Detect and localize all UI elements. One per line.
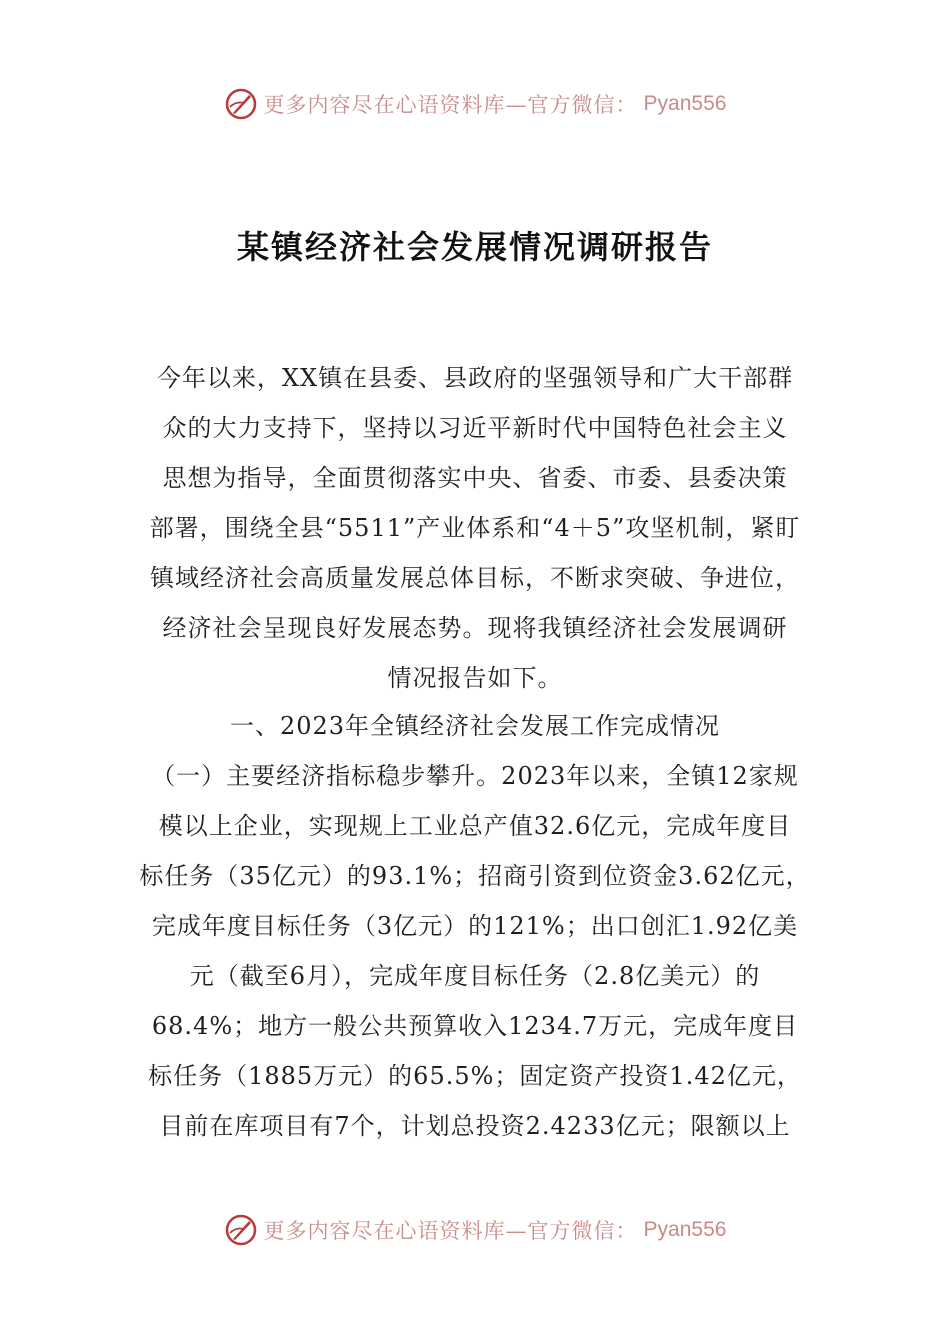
body-line: 完成年度目标任务（3亿元）的121%；出口创汇1.92亿美 bbox=[151, 912, 799, 940]
quill-logo-icon bbox=[224, 87, 258, 121]
body-line: 元（截至6月），完成年度目标任务（2.8亿美元）的 bbox=[189, 962, 761, 990]
body-line: 情况报告如下。 bbox=[387, 664, 563, 692]
watermark-text: 更多内容尽在心语资料库—官方微信： bbox=[263, 1219, 638, 1243]
watermark-wechat-id: Pyan556 bbox=[643, 92, 727, 115]
body-line: 部署，围绕全县“5511”产业体系和“4＋5”攻坚机制，紧盯 bbox=[149, 514, 801, 542]
footer-watermark bbox=[0, 1210, 950, 1250]
document-title: 某镇经济社会发展情况调研报告 bbox=[236, 228, 713, 266]
section-heading: 一、2023年全镇经济社会发展工作完成情况 bbox=[229, 712, 721, 740]
quill-logo-icon bbox=[224, 1213, 258, 1247]
body-line: 模以上企业，实现规上工业总产值32.6亿元，完成年度目 bbox=[158, 812, 792, 840]
body-line: 标任务（35亿元）的93.1%；招商引资到位资金3.62亿元， bbox=[139, 862, 811, 890]
body-line: 经济社会呈现良好发展态势。现将我镇经济社会发展调研 bbox=[162, 614, 788, 642]
body-line: （一）主要经济指标稳步攀升。2023年以来，全镇12家规 bbox=[151, 762, 799, 790]
body-line: 68.4%；地方一般公共预算收入1234.7万元，完成年度目 bbox=[151, 1012, 799, 1040]
body-line: 思想为指导，全面贯彻落实中央、省委、市委、县委决策 bbox=[162, 464, 788, 492]
body-line: 镇域经济社会高质量发展总体目标，不断求突破、争进位， bbox=[150, 564, 800, 592]
body-line: 目前在库项目有7个，计划总投资2.4233亿元；限额以上 bbox=[159, 1112, 791, 1140]
body-line: 标任务（1885万元）的65.5%；固定资产投资1.42亿元， bbox=[148, 1062, 802, 1090]
body-line: 众的大力支持下，坚持以习近平新时代中国特色社会主义 bbox=[162, 414, 788, 442]
watermark-wechat-id: Pyan556 bbox=[643, 1218, 727, 1241]
watermark-text: 更多内容尽在心语资料库—官方微信： bbox=[263, 93, 638, 117]
body-line: 今年以来，XX镇在县委、县政府的坚强领导和广大干部群 bbox=[156, 364, 794, 392]
header-watermark bbox=[0, 84, 950, 124]
